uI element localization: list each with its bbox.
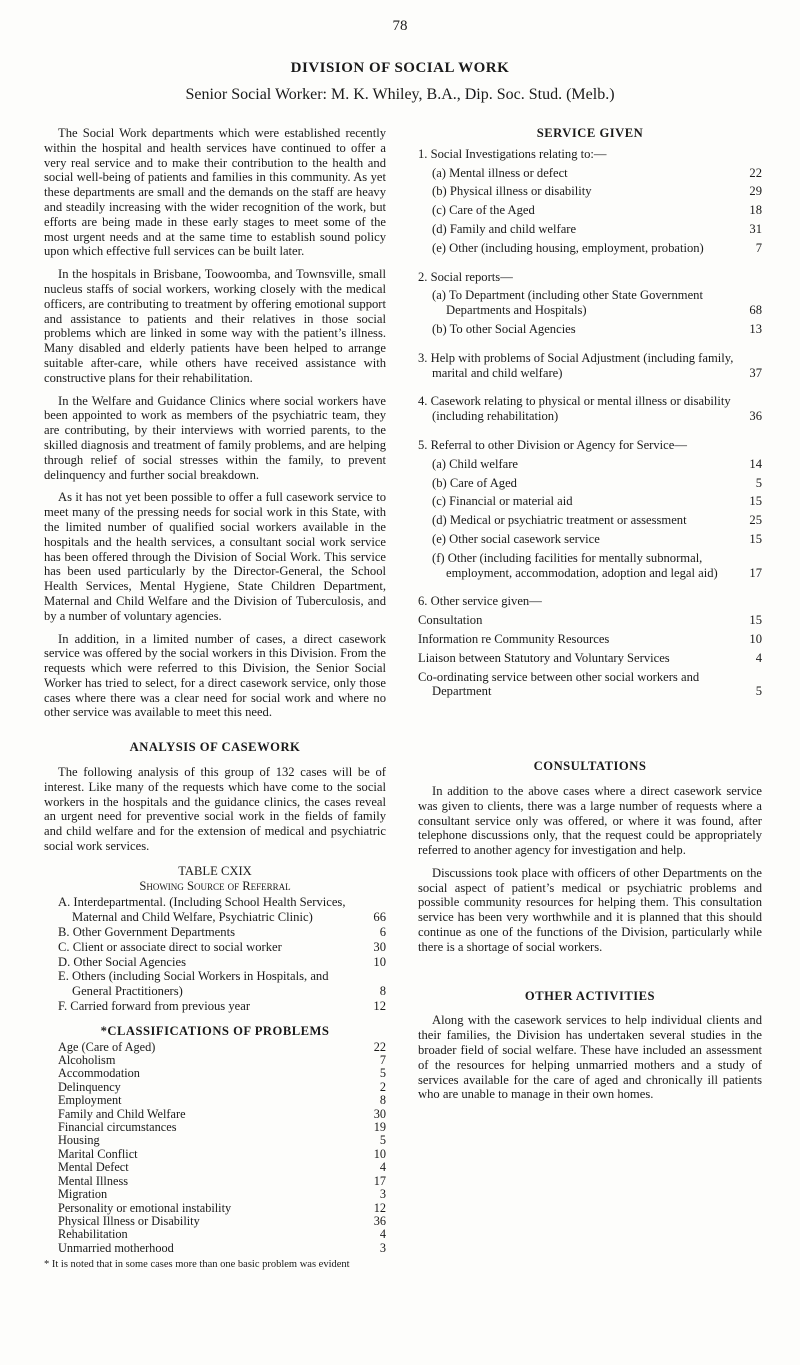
list-item: Migration 3 [58, 1187, 386, 1202]
table-row: F. Carried forward from previous year 12 [58, 999, 386, 1014]
table-row: D. Other Social Agencies 10 [58, 954, 386, 969]
list-item: (a) To Department (including other State Government Departments and Hospitals) 68 [432, 288, 762, 318]
list-item: (b) Care of Aged 5 [432, 475, 762, 490]
section-title: 6. Other service given— [418, 594, 542, 609]
list-item: (c) Care of the Aged 18 [432, 203, 762, 218]
list-item: Financial circumstances 19 [58, 1120, 386, 1135]
footnote: * It is noted that in some cases more than one basic problem was evident [44, 1259, 350, 1271]
list-item: (f) Other (including facilities for mentally subnormal, employment, accommodation, adoption and legal aid) 17 [432, 550, 762, 580]
service-section-5 [418, 438, 762, 580]
list-item: (a) Mental illness or defect 22 [432, 165, 762, 180]
list-item: (c) Financial or material aid 15 [432, 494, 762, 509]
page-title: DIVISION OF SOCIAL WORK [290, 60, 510, 76]
list-item: Mental Defect 4 [58, 1160, 386, 1175]
list-item: (d) Medical or psychiatric treatment or assessment 25 [432, 513, 762, 528]
table-row: E. Others (including Social Workers in Hospitals, and General Practitioners) 8 [58, 969, 386, 999]
intro-paragraph: In the hospitals in Brisbane, Toowoomba, and Townsville, small nucleus staffs of social workers, working closely with the medical officers, are contributing to treatment by offering emotional support and assistance to patients and their relatives in those social problems which are linked in some way with the patient’s illness. Many disabled and elderly patients have been helped to arrange suitable after-care, while others have received assistance with constructive plans for their rehabilitation. [44, 267, 386, 385]
list-item: Delinquency 2 [58, 1079, 386, 1094]
service-section-3: 3. Help with problems of Social Adjustment (including family, marital and child welfare) 37 [418, 350, 762, 380]
intro-paragraph: The Social Work departments which were established recently within the hospital and health services have continued to offer a very real service and to make their contribution to the health and social well-being of patients and families in this community. As yet these departments are small and the demands on the staff are heavy and steadily increasing with the wider recognition of the work, but efforts are being made in these early stages to meet some of the most urgent needs and at the same time to establish sound policy upon which effective full services can be built later. [44, 126, 386, 259]
table-subcaption: Showing Source of Referral [139, 878, 291, 893]
analysis-paragraph: The following analysis of this group of 132 cases will be of interest. Like many of the requests which have come to the social workers in the hospitals and the guidance clinics, the cases reveal an urgent need for preventive social work in the fields of family and child welfare and for the extension of medical and psychiatric social work services. [44, 765, 386, 854]
list-item: (d) Family and child welfare 31 [432, 221, 762, 236]
table-row: C. Client or associate direct to social worker 30 [58, 939, 386, 954]
section-title: 2. Social reports— [418, 269, 513, 284]
consultations-paragraph: Discussions took place with officers of other Departments on the social aspect of patient’s medical or psychiatric problems and possible community resources for helping them. This consultation service has been very worthwhile and it is planned that this should continue as one of the functions of the Division, particularly while there is a shortage of social workers. [418, 865, 762, 954]
list-item: Physical Illness or Disability 36 [58, 1213, 386, 1228]
list-item: Mental Illness 17 [58, 1173, 386, 1188]
list-item: Family and Child Welfare 30 [58, 1106, 386, 1121]
list-item: (b) Physical illness or disability 29 [432, 184, 762, 199]
intro-paragraph: In the Welfare and Guidance Clinics where social workers have been appointed to work as members of the psychiatric team, they are contributing, by their interviews with worried parents, to the skilled diagnosis and treatment of family problems, and are helping through relief of social stresses within the family, to prevent delinquency and further social breakdown. [44, 393, 386, 482]
table-row: A. Interdepartmental. (Including School Health Services, Maternal and Child Welfare, Psychiatric Clinic) 66 [58, 895, 386, 925]
classifications-list [44, 1041, 386, 1256]
list-item: Marital Conflict 10 [58, 1146, 386, 1161]
list-item: Alcoholism 7 [58, 1053, 386, 1068]
list-item: Personality or emotional instability 12 [58, 1200, 386, 1215]
list-item: Rehabilitation 4 [58, 1227, 386, 1242]
intro-paragraph: As it has not yet been possible to offer a full casework service to meet many of the pressing needs for social work in this State, with the limited number of qualified social workers available in the hospitals and the health services, a consultant social work service has been offered through the Division of Social Work. This service has been used particularly by the Director-General, the School Health Services, Mental Hygiene, State Children Department, Maternal and Child Welfare and the Division of Tuberculosis, and by a number of voluntary agencies. [44, 490, 386, 623]
list-item: Age (Care of Aged) 22 [58, 1039, 386, 1054]
service-section-2 [418, 270, 762, 337]
list-item: (b) To other Social Agencies 13 [432, 321, 762, 336]
service-section-4: 4. Casework relating to physical or mental illness or disability (including rehabilitation) 36 [418, 394, 762, 424]
right-column [418, 126, 762, 1110]
page-number: 78 [392, 18, 408, 34]
list-item: Employment 8 [58, 1093, 386, 1108]
service-heading: SERVICE GIVEN [536, 126, 644, 140]
other-activities-heading: OTHER ACTIVITIES [524, 988, 656, 1003]
list-item: (a) Child welfare 14 [432, 456, 762, 471]
list-item: Accommodation 5 [58, 1066, 386, 1081]
list-item: Information re Community Resources 10 [418, 631, 762, 646]
list-item: Liaison between Statutory and Voluntary Services 4 [418, 650, 762, 665]
list-item: Co-ordinating service between other social workers and Department 5 [418, 669, 762, 699]
section-title: 5. Referral to other Division or Agency for Service— [418, 437, 687, 452]
consultations-heading: CONSULTATIONS [533, 759, 647, 774]
left-column [44, 126, 386, 1271]
analysis-heading: ANALYSIS OF CASEWORK [129, 740, 301, 755]
service-section-6 [418, 594, 762, 699]
classifications-heading: *CLASSIFICATIONS OF PROBLEMS [100, 1023, 330, 1038]
section-title: 1. Social Investigations relating to:— [418, 146, 607, 161]
list-item: (e) Other (including housing, employment, probation) 7 [432, 240, 762, 255]
table-caption: TABLE CXIX [178, 863, 252, 878]
other-activities-paragraph: Along with the casework services to help individual clients and their families, the Division has undertaken several studies in the broader field of social welfare. These have included an assessment of the resources for helping unmarried mothers and a study of services available for the care of aged and chronically ill patients who are unable to manage in their own homes. [418, 1013, 762, 1102]
list-item: (e) Other social casework service 15 [432, 531, 762, 546]
list-item: Consultation 15 [418, 613, 762, 628]
list-item: Housing 5 [58, 1133, 386, 1148]
service-section-1 [418, 147, 762, 256]
page-subtitle: Senior Social Worker: M. K. Whiley, B.A., Dip. Soc. Stud. (Melb.) [185, 86, 615, 103]
intro-paragraph: In addition, in a limited number of cases, a direct casework service was offered by the social workers in this Division. From the requests which were referred to this Division, the Senior Social Worker has tried to select, for a direct casework service, only those cases where there was a clear need for social work and where no other service was available to meet this need. [44, 631, 386, 720]
consultations-paragraph: In addition to the above cases where a direct casework service was given to clients, there was a large number of requests where a consultant service only was offered, or where it was found, after telephone discussions only, that the request could be appropriately referred to another agency for investigation and help. [418, 783, 762, 858]
referral-table [44, 895, 386, 1013]
list-item: Unmarried motherhood 3 [58, 1240, 386, 1255]
table-row: B. Other Government Departments 6 [58, 925, 386, 940]
